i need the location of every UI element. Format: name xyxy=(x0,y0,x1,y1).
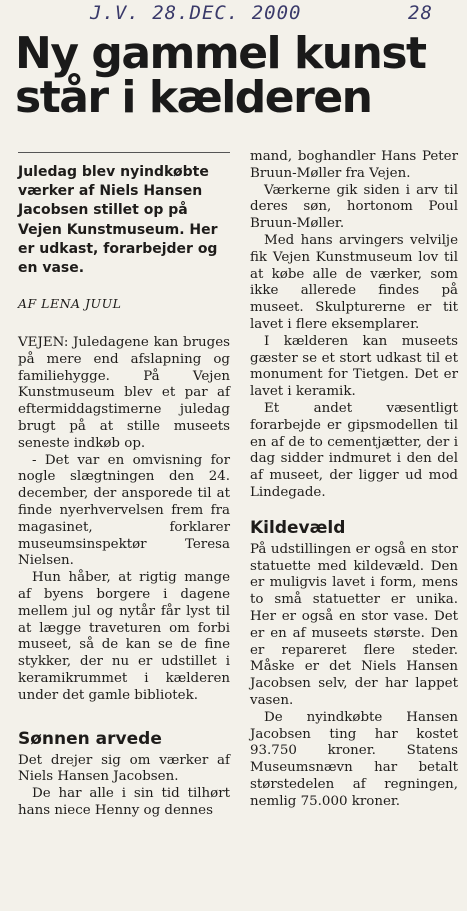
body-paragraph: Et andet væsentligt forarbejde er gipsmodellen til en af de to cementjætter, der i dag sidder indmuret i den del af museet, der ligger ud mod Lindegade. xyxy=(250,400,458,500)
subheading: Kildevæld xyxy=(250,517,346,538)
body-paragraph: Det drejer sig om værker af Niels Hansen Jacobsen. xyxy=(18,752,230,785)
body-paragraph: I kælderen kan museets gæster se et stort udkast til et monument for Tietgen. Det er lavet i keramik. xyxy=(250,333,458,400)
headline: Ny gammel kunst står i kælderen xyxy=(15,28,426,123)
handwritten-date: J.V. 28.DEC. 2000 xyxy=(90,2,302,24)
body-paragraph: VEJEN: Juledagene kan bruges på mere end afslapning og familiehygge. På Vejen Kunstmuseum blev et par af eftermiddagstimerne juledag brugt på at stille museets seneste indkøb op. xyxy=(18,335,230,451)
body-paragraph: Hun håber, at rigtig mange af byens borgere i dagene mellem jul og nytår får lyst til at lægge traveturen om forbi museet, så de kan se de fine stykker, der nu er udstillet i keramikrummet i kælderen under det gamle bibliotek. xyxy=(18,570,230,703)
left-column xyxy=(18,149,230,820)
right-column xyxy=(250,149,458,810)
body-paragraph: Med hans arvingers velvilje fik Vejen Kunstmuseum lov til at købe alle de værker, som ikke allerede findes på museet. Skulpturerne er tit lavet i flere eksemplarer. xyxy=(250,232,458,332)
body-paragraph: - Det var en omvisning for nogle slægtningen den 24. december, der ansporede til at finde nyerhvervelsen frem fra magasinet, forklarer museumsinspektør Teresa Nielsen. xyxy=(18,452,230,569)
lead-paragraph: Juledag blev nyindkøbte værker af Niels Hansen Jacobsen stillet op på Vejen Kunstmuseum. Her er udkast, forarbejder og en vase. xyxy=(18,164,218,277)
body-paragraph: De har alle i sin tid tilhørt hans niece Henny og dennes xyxy=(18,786,230,818)
subheading: Sønnen arvede xyxy=(18,728,162,749)
byline: AF LENA JUUL xyxy=(18,296,122,312)
handwritten-page-number: 28 xyxy=(408,2,433,24)
body-paragraph: På udstillingen er også en stor statuette med kildevæld. Den er muligvis lavet i form, mens to små statuetter er unika. Her er også en stor vase. Det er en af museets største. Den er repareret flere steder. Måske er det Niels Hansen Jacobsen selv, der har lappet vasen. xyxy=(250,541,458,708)
body-paragraph: De nyindkøbte Hansen Jacobsen ting har kostet 93.750 kroner. Statens Museumsnævn har betalt størstedelen af regningen, nemlig 75.000 kroner. xyxy=(250,709,458,809)
body-paragraph: Værkerne gik siden i arv til deres søn, hortonom Poul Bruun-Møller. xyxy=(250,182,458,232)
body-paragraph: mand, boghandler Hans Peter Bruun-Møller fra Vejen. xyxy=(250,149,458,181)
